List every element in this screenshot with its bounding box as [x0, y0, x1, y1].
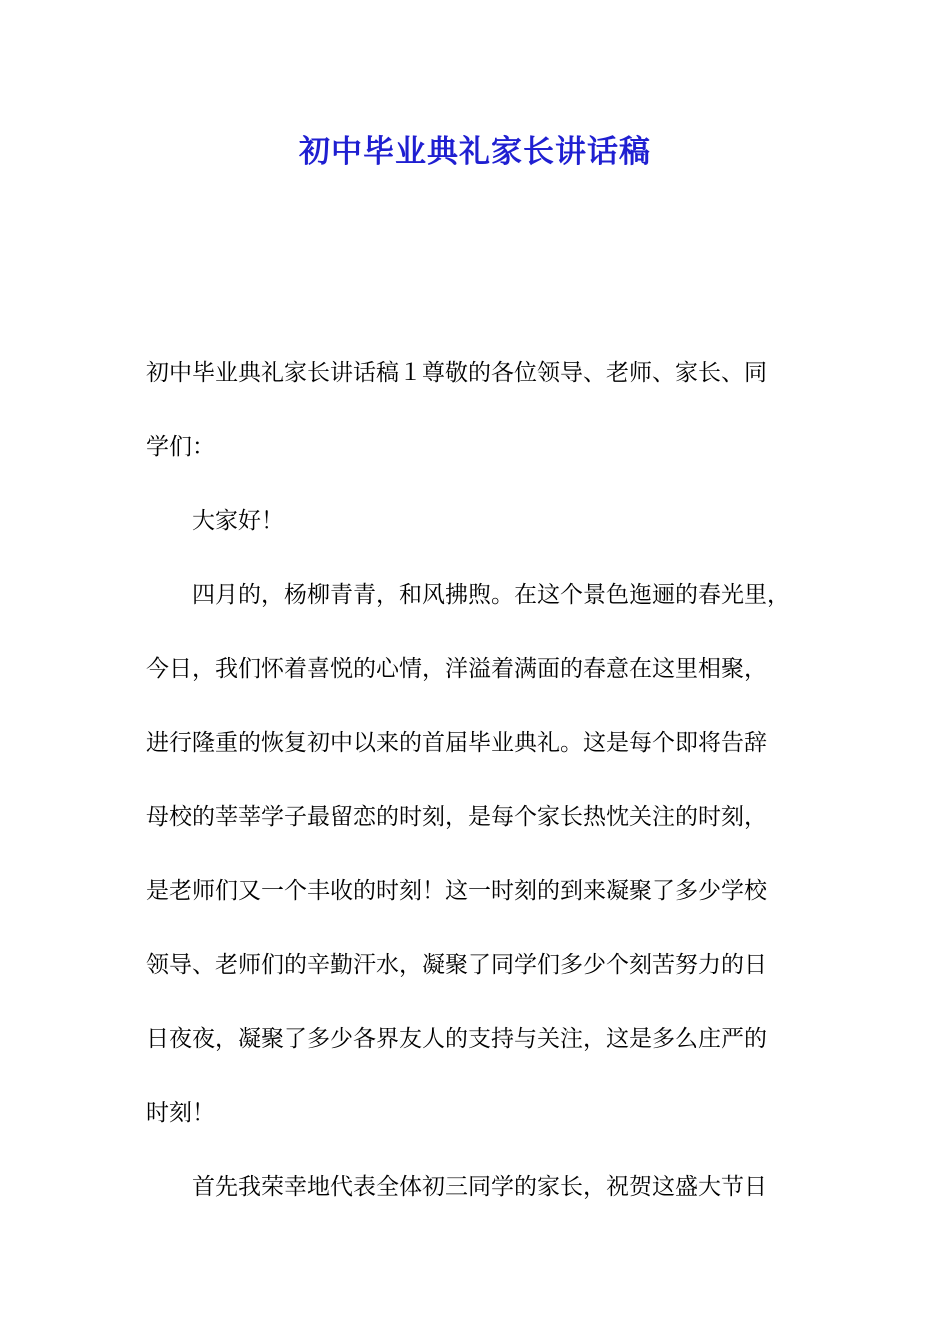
text-line: 学们： [146, 434, 215, 460]
text-line: 四月的，杨柳青青，和风拂煦。在这个景色迤逦的春光里， [192, 582, 790, 608]
text-line: 时刻！ [146, 1100, 215, 1126]
text-line: 是老师们又一个丰收的时刻！这一时刻的到来凝聚了多少学校 [146, 878, 767, 904]
document-title: 初中毕业典礼家长讲话稿 [299, 134, 651, 170]
text-line: 首先我荣幸地代表全体初三同学的家长，祝贺这盛大节日 [192, 1174, 767, 1200]
text-line: 初中毕业典礼家长讲话稿１尊敬的各位领导、老师、家长、同 [146, 360, 767, 386]
text-line: 领导、老师们的辛勤汗水，凝聚了同学们多少个刻苦努力的日 [146, 952, 767, 978]
document-body [146, 336, 826, 1224]
text-line: 日夜夜，凝聚了多少各界友人的支持与关注，这是多么庄严的 [146, 1026, 767, 1052]
text-line: 进行隆重的恢复初中以来的首届毕业典礼。这是每个即将告辞 [146, 730, 767, 756]
text-line: 今日，我们怀着喜悦的心情，洋溢着满面的春意在这里相聚， [146, 656, 767, 682]
text-line: 母校的莘莘学子最留恋的时刻，是每个家长热忱关注的时刻， [146, 804, 767, 830]
text-line: 大家好！ [192, 508, 284, 534]
